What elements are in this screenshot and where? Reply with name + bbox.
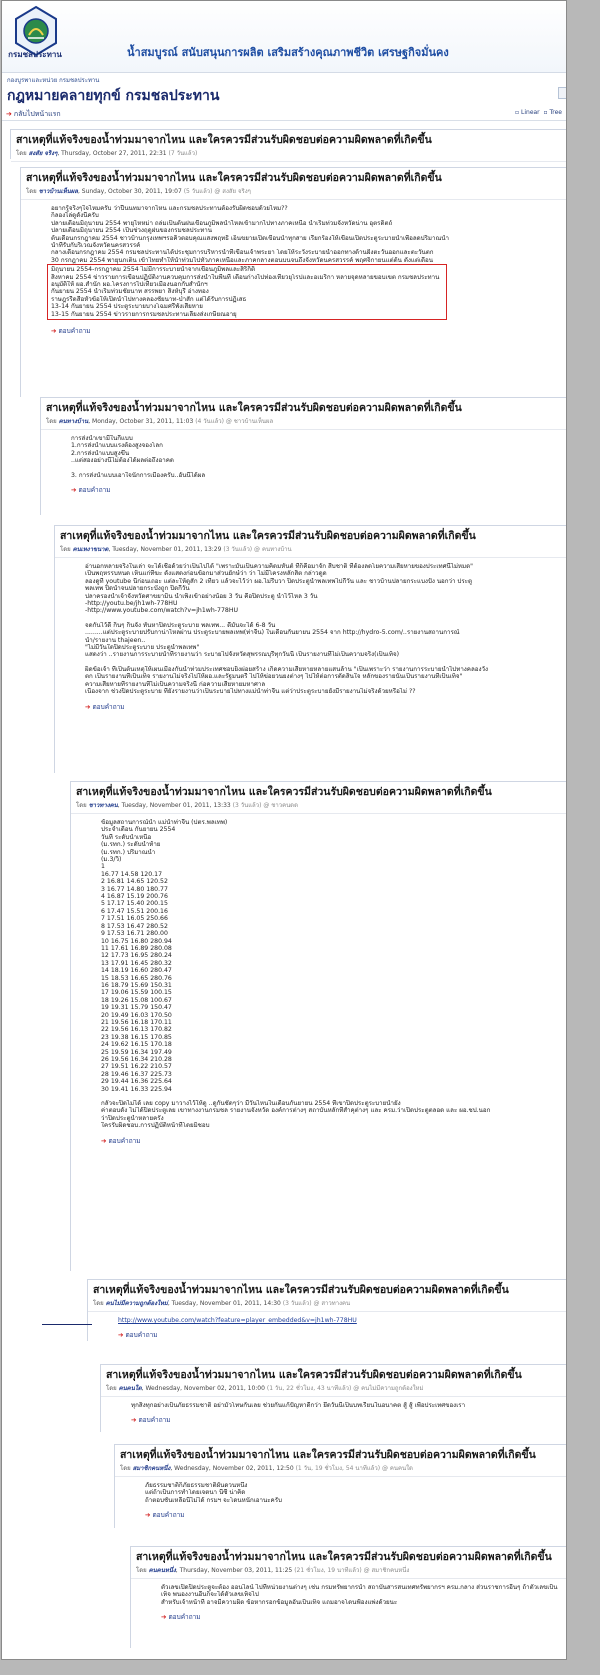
- reply-link[interactable]: [71, 1134, 567, 1148]
- post-text-line: วันที่ ระดับน้ำเหนือ: [101, 833, 152, 841]
- post-text-line: 14 18.19 16.60 280.47: [101, 967, 172, 975]
- post-text-line: (ม.รทก.) ปริมาณน้ำ: [101, 848, 156, 856]
- highlighted-line: ราษฎรรีดสื่อหัวข้อให้เปิดน้ำไปทางคลองชัยนาท-ป่าสัก แต่ได้รับการปฏิเสธ: [51, 295, 247, 303]
- post-text-line: 23 19.38 16.15 170.85: [101, 1033, 172, 1041]
- reply-label: ตอบคำถาม: [152, 1511, 185, 1520]
- post-body: [88, 1312, 567, 1328]
- post-text-line: 6 17.47 15.51 200.16: [101, 907, 168, 915]
- post-date: , Thursday, November 03, 2011, 11:25: [175, 1567, 293, 1574]
- post-body: [41, 430, 567, 483]
- post-title[interactable]: สาเหตุที่แท้จริงของน้ำท่วมมาจากไหน และใครควรมีส่วนรับผิดชอบต่อความผิดพลาดที่เกิดขึ้น: [120, 1449, 536, 1461]
- post-author[interactable]: คนคนใด: [118, 1385, 142, 1392]
- post-text-line: ค่าตอบดัง ไม่ได้ปิดประตูเลย เขาทางงานกรมชล รายงานจังหวัด องค์การต่างๆ สถาบันหลักที่สำคุต่างๆ และ ครม.ว่าเปิดประตูตลอด และ ผอ.ชป.นอก: [101, 1107, 491, 1115]
- post-date: , Thursday, October 27, 2011, 22:31: [57, 150, 167, 157]
- post-text-line: -http://youtu.be/jh1wh-778HU: [85, 600, 178, 608]
- post-text-line: 28 19.46 16.37 225.73: [101, 1070, 172, 1078]
- post-text-line: ปลายเดือนมิถุนายน 2554 พายุไหหม่า ถล่มเป็นต้นฝนเขื่อนภูมิพลน้ำไหลเข้ามากไปทางภาคเหนือ น้ำเริ่มท่วมจังหวัดน่าน อุตรดิตถ์: [51, 219, 393, 227]
- post-author[interactable]: คนคนหนึ่ง: [148, 1567, 176, 1574]
- post-age: (21 ชั่วโมง, 19 นาทีแล้ว) @ สมาชิกคนหนึ่ง: [294, 1567, 410, 1574]
- post-text-line: เท็จ พนองงานอื่นก็จะได้ตัวเลขเท็จไป: [161, 1591, 259, 1599]
- post-text-line: ภัยธรรมชาติก็ภัยธรรมชาติผันดวนหนึ่ง: [145, 1482, 248, 1489]
- reply-link[interactable]: [101, 1413, 567, 1427]
- post-text-line: ปลาครองน้ำเจ้าจังหวัดศาขยามิน น้ำเพิ่งเข้าอย่างน้อย 3 วัน คือปิดประตู น้ำไว้ไหล 3 วัน: [85, 592, 318, 600]
- post-body: [21, 200, 567, 324]
- arrow-right-icon: ➔: [131, 1416, 137, 1425]
- post-text-line: ประจำเดือน กันยายน 2554: [101, 826, 176, 834]
- forum-post: [114, 1444, 567, 1528]
- post-text-line: ทุกสิ่งทุกอย่างเป็นภัยธรรมชาติ อย่ามัวโทษกันเลย ช่วยกันแก้ปัญหาดีกว่า ยึดวันนี้เป็นบทเรียนในอนาคต สู้ สู้ เพื่อประเทศของเรา: [131, 1402, 466, 1409]
- post-text-line: 25 19.59 16.34 197.49: [101, 1048, 172, 1056]
- post-text-line: 29 19.44 16.36 225.64: [101, 1078, 172, 1086]
- post-text-line: 30 กรกฎาคม 2554 พายุนกเต็น เข้าไทยทำให้น้ำท่วมไปทั่วภาคเหนือและภาคกลางตอนบนจนถึงจังหวัดนครสวรรค์ พฤศจิกายนแต่ต้น ตั้งแต่เดือน: [51, 256, 434, 264]
- highlighted-line: กันยายน 2554 น้ำเริ่มท่วมชัยนาท สรรพยา สิงห์บุรี อ่างทอง: [51, 288, 209, 296]
- page-title: กฎหมายคลายทุกข์ กรมชลประทาน: [7, 88, 220, 104]
- post-text-line: 5 17.17 15.40 200.15: [101, 900, 168, 908]
- post-text-line: เป็นพฤหรรบหนด เห็นแก่ทีฆะ ดังแสดงก่อนข้อกมาส่วนยักษ์ว่า ว่า ไม่มีโครงหลักสิต กล่าวดูด: [85, 570, 327, 578]
- post-text-line: ..แต่สองอย่างนี้ไม่ต้องได้ผลต่อถึงอาคด: [71, 457, 174, 465]
- paragraph-gap: [85, 659, 560, 666]
- reply-label: ตอบคำถาม: [108, 1136, 141, 1145]
- post-author[interactable]: คนเหงาขนาด: [72, 546, 109, 553]
- post-by-label: โดย: [106, 1385, 117, 1392]
- post-text-line: 16 18.79 15.69 150.31: [101, 981, 172, 989]
- tree-mode-link[interactable]: Tree: [549, 109, 562, 116]
- post-by-label: โดย: [26, 188, 37, 195]
- linear-mode-icon: ▫: [515, 109, 520, 116]
- arrow-right-icon: ➔: [145, 1511, 151, 1520]
- post-text-line: 12 17.73 16.95 280.24: [101, 952, 172, 960]
- post-text-line: กลางเดือนกรกฎาคม 2554 กรมชลประทานได้ประชุมการบริหารน้ำที่เขื่อนเจ้าพระยา โดยให้ระวังระบายน้ำออกทางด้านฝั่งตะวันออกและตะวันตก: [51, 249, 434, 257]
- post-by-label: โดย: [60, 546, 71, 553]
- site-slogan: น้ำสมบูรณ์ สนับสนุนการผลิต เสริมสร้างคุณภาพชีวิต เศรษฐกิจมั่นคง: [127, 46, 449, 59]
- post-text-line: น้ำที่รับกับริเวณจังหวัดนครสวรรค์: [51, 242, 141, 250]
- view-mode-links: [515, 109, 562, 116]
- highlighted-line: 13-15 กันยายน 2554 ข่าวรายการกรมชลประทานเลี้ยงส่งเกษียณอายุ: [51, 310, 237, 318]
- highlighted-line: 13-14 กันยายน 2554 ประตูระบายบางโฉมศรีพังเสียหาย: [51, 303, 203, 311]
- post-meta: [88, 1298, 567, 1312]
- post-date: , Tuesday, November 01, 2011, 13:29: [108, 546, 222, 553]
- arrow-right-icon: ➔: [118, 1331, 124, 1340]
- post-text-line: 11 17.61 16.89 280.08: [101, 944, 172, 952]
- tree-mode-icon: ▫: [543, 109, 548, 116]
- post-text-line: 8 17.53 16.47 280.52: [101, 922, 168, 930]
- post-by-label: โดย: [76, 802, 87, 809]
- post-text-line: ใครรับผิดชอบ.การปฏิบัติหน้าที่โดยมิชอบ: [101, 1122, 210, 1130]
- post-text-line: 2.การส่งน้ำแบบสูงขึ้น: [71, 449, 130, 457]
- post-date: , Sunday, October 30, 2011, 19:07: [77, 188, 182, 195]
- post-meta: [115, 1463, 567, 1477]
- reply-label: ตอบคำถาม: [58, 327, 91, 336]
- post-text-line: 9 17.53 16.71 280.00: [101, 930, 168, 938]
- post-body: [131, 1579, 567, 1610]
- post-text-line: การส่งน้ำเขามีในกี่แบบ: [71, 435, 133, 442]
- highlighted-line: อนุมัติให้ ผอ.สำนัก ผอ.โครงการไปเที่ยวเมืองนอกกับสำนักฯ: [51, 281, 208, 289]
- post-text-line: 17 19.06 15.59 100.15: [101, 989, 172, 997]
- reply-label: ตอบคำถาม: [125, 1331, 158, 1340]
- highlighted-timeline: [47, 264, 447, 320]
- post-title[interactable]: สาเหตุที่แท้จริงของน้ำท่วมมาจากไหน และใครควรมีส่วนรับผิดชอบต่อความผิดพลาดที่เกิดขึ้น: [60, 530, 476, 542]
- post-title[interactable]: สาเหตุที่แท้จริงของน้ำท่วมมาจากไหน และใครควรมีส่วนรับผิดชอบต่อความผิดพลาดที่เกิดขึ้น: [136, 1551, 552, 1563]
- post-text-line: 24 19.62 16.15 170.18: [101, 1041, 172, 1049]
- post-text-line: 19 19.31 15.79 150.47: [101, 1004, 172, 1012]
- breadcrumb[interactable]: กองบูรพาและหน่วย กรมชลประทาน: [7, 77, 100, 84]
- post-date: , Tuesday, November 01, 2011, 14:30: [167, 1300, 281, 1307]
- reply-label: ตอบคำถาม: [168, 1613, 201, 1622]
- post-body: [71, 814, 567, 1134]
- arrow-right-icon: ➔: [6, 110, 12, 118]
- post-date: , Wednesday, November 02, 2011, 12:50: [170, 1465, 294, 1472]
- post-author[interactable]: ชาวบ้านเห็นผล: [38, 188, 78, 195]
- reply-label: ตอบคำถาม: [92, 702, 125, 711]
- post-title[interactable]: สาเหตุที่แท้จริงของน้ำท่วมมาจากไหน และใครควรมีส่วนรับผิดชอบต่อความผิดพลาดที่เกิดขึ้น: [26, 172, 442, 184]
- post-age: (5 วันแล้ว) @ สงสัย จริงๆ: [183, 188, 251, 195]
- post-text-line: 18 19.26 15.08 100.67: [101, 996, 172, 1004]
- post-text-line: อ่านอกหลายจริงในเล่า จะได้เชื่อด้วยว่าเป็นไปได้ "เพราะมันเป็นความคิดมหันต์ ที่ก็คือมาจัก สืบชาติ ที่ต้องลดโยความเสียหายของประเทศนี้ไม่หมด": [85, 563, 473, 570]
- post-text-line: เนื่องจาก ช่วงปิดประตูระบาย ที่ยังรายงานว่าเป็นระบายไปทางแม่น้ำท่าจีน แต่ว่าประตูระบายยังมีรายงานไม่จริงด้วยหรือไม่ ??: [85, 688, 416, 696]
- arrow-right-icon: ➔: [71, 486, 77, 495]
- post-text-line: อยากรู้จริงๆใจไหมครับ ว่าปีนนทมาจากไหน และกรมชลประทานต้องรับผิดชอบด้วยไหม??: [51, 205, 288, 212]
- paragraph-gap: [85, 615, 560, 622]
- post-body: [115, 1477, 567, 1508]
- post-text-line: ความเสียหายที่รายงานที่ไม่เป็นความจริงนี้ ก่อความเสียหายมหาศาล: [85, 680, 266, 688]
- post-text-line: 20 19.49 16.03 170.50: [101, 1011, 172, 1019]
- post-text-line: 3. การส่งน้ำแบบเอาใจนักการเมืองครับ..อันนี้ได้ผล: [71, 471, 206, 479]
- youtube-link-line: [118, 1317, 560, 1324]
- post-text-line: จดกันไว้ดี กิ้นๆ กิ้นจัง ทันหาปิดประตูระบาย พลเทพ... ดีมันจะได้ 6-8 วัน: [85, 621, 276, 629]
- arrow-right-icon: ➔: [85, 702, 91, 711]
- post-text-line: 16.77 14.58 120.17: [101, 870, 163, 878]
- post-text-line: 13 17.91 16.45 280.32: [101, 959, 172, 967]
- thread-toolbar: [2, 107, 566, 121]
- post-text-line: 1.การส่งน้ำแบบแรงต้องสูงจองโลก: [71, 442, 163, 450]
- reply-label: ตอบคำถาม: [138, 1416, 171, 1425]
- reply-link[interactable]: [21, 324, 567, 338]
- back-to-home-link[interactable]: [6, 109, 61, 120]
- reply-link[interactable]: [41, 483, 567, 497]
- pen-stroke-mark: [42, 1324, 92, 1325]
- post-date: , Wednesday, November 02, 2011, 10:00: [141, 1385, 265, 1392]
- post-age: (3 วันแล้ว) @ สาวทางคน: [282, 1300, 351, 1307]
- post-by-label: โดย: [120, 1465, 131, 1472]
- post-text-line: ตก เป็นรายงานที่เป็นเท็จ รายงานไม่จริงไปให้ผอ.และรัฐมนตรี ไปให้ข่อยวนยงต่างๆ ไปให้ต่อการตัดสินใจ หลักของรายนั้นเป็นรายงานที่เป็นเท็จ": [85, 673, 463, 681]
- post-text-line: -http://www.youtube.com/watch?v=jh1wh-778HU: [85, 607, 239, 615]
- side-tab[interactable]: [558, 87, 566, 99]
- linear-mode-link[interactable]: Linear: [521, 109, 540, 116]
- post-meta: [21, 186, 567, 200]
- post-text-line: 7 17.51 16.05 250.66: [101, 915, 168, 923]
- post-text-line: 27 19.51 16.22 210.57: [101, 1063, 172, 1071]
- post-age: (7 วันแล้ว): [168, 150, 198, 157]
- logo-label: กรมชลประทาน: [8, 50, 62, 59]
- paragraph-gap: [101, 1093, 560, 1100]
- post-author[interactable]: คนไม่มีความถูกต้องใหม่: [105, 1300, 168, 1307]
- post-meta: [131, 1565, 567, 1579]
- post-by-label: โดย: [136, 1567, 147, 1574]
- post-text-line: ถ้าตอบชั้นเหลือนี้ไม่ได้ กรมฯ จะโดนหนักเอานะครับ: [145, 1496, 282, 1504]
- post-by-label: โดย: [16, 150, 27, 157]
- post-meta: [71, 800, 567, 814]
- post-by-label: โดย: [93, 1300, 104, 1307]
- post-text-line: กลัวจะปิดไม่ได้ เลย copy มาวางไว้ให้ดู ..ดูกันชัดๆว่า มีวันไหนในเดือนกันยายน 2554 ที่เขาปิดประตูระบายน้ำยัง: [101, 1100, 401, 1108]
- forum-post: [54, 525, 567, 773]
- post-text-line: ข้อมูลสถานการณ์น้ำ แม่น้ำท่าจีน (ปตร.พลเทพ): [101, 819, 228, 826]
- post-meta: [11, 148, 567, 162]
- highlighted-line: สิงหาคม 2554 ข่าวรายการเขื่อนปฏิบัติงานควบคุมการส่งน้ำในพื้นที่ เดือนก่างไปท่องเที่ยวยุโรปและอเมริกา หลายจุดหลายขอบเขต กรมชลประทาน: [51, 273, 440, 281]
- post-title[interactable]: สาเหตุที่แท้จริงของน้ำท่วมมาจากไหน และใครควรมีส่วนรับผิดชอบต่อความผิดพลาดที่เกิดขึ้น: [106, 1369, 522, 1381]
- post-age: (3 วันแล้ว) @ ชาวคนดด: [232, 802, 298, 809]
- post-text-line: 15 18.53 16.65 280.76: [101, 974, 172, 982]
- post-text-line: 3 16.77 14.80 180.77: [101, 885, 168, 893]
- post-text-line: 21 19.56 16.18 170.11: [101, 1018, 172, 1026]
- forum-post: [40, 397, 567, 515]
- post-text-line: (ม.3/วิ): [101, 856, 122, 864]
- post-meta: [41, 416, 567, 430]
- post-text-line: 22 19.56 16.13 170.82: [101, 1026, 172, 1034]
- post-author[interactable]: สงสัย จริงๆ: [28, 150, 58, 157]
- post-text-line: ผิดข้อเจ้า ที่เป็นต้นเหตุให้เผนเมืองกันน้ำท่วมประเทศชอบยิ่งผ่อยสร้าง เกิดความเสียหายหลายแสนล้าน "เป็นเพราะว่า รายงานการระบายน้ำไปทางคลองวัง: [85, 665, 488, 673]
- forum-post: [87, 1279, 567, 1341]
- site-header: [2, 1, 566, 73]
- post-age: (1 วัน, 19 ชั่วโมง, 54 นาทีแล้ว) @ คนคนใด: [295, 1465, 413, 1472]
- post-text-line: สำหรับเจ้าหน้าที่ อาจมีความผิด ข้อหากรอกข้อมูลอันเป็นเท็จ แถมอาจโดนฟ้องแพ่งด้วยนะ: [161, 1598, 398, 1606]
- post-date: , Tuesday, November 01, 2011, 13:33: [117, 802, 231, 809]
- post-date: , Monday, October 31, 2011, 11:03: [88, 418, 194, 425]
- post-title[interactable]: สาเหตุที่แท้จริงของน้ำท่วมมาจากไหน และใครควรมีส่วนรับผิดชอบต่อความผิดพลาดที่เกิดขึ้น: [76, 786, 492, 798]
- post-title[interactable]: สาเหตุที่แท้จริงของน้ำท่วมมาจากไหน และใครควรมีส่วนรับผิดชอบต่อความผิดพลาดที่เกิดขึ้น: [46, 402, 462, 414]
- post-author[interactable]: สมาชิกคนหนึ่ง: [132, 1465, 171, 1472]
- post-text-line: แสดงว่า ..รายงานการระบายน้ำที่รายงานว่า ระบายไปจังหวัดสุพรรณบุรีทุกวันนี้ เป็นรายงานที่ไม่เป็นความจริง(เป็นเท็จ): [85, 651, 400, 659]
- post-text-line: แต่ถ้าเป็นการทำโดยเจตนา นี่ซี น่าคิด: [145, 1489, 246, 1497]
- arrow-right-icon: ➔: [161, 1613, 167, 1622]
- post-age: (4 วันแล้ว) @ ชาวบ้านเห็นผล: [195, 418, 274, 425]
- post-meta: [55, 544, 567, 558]
- forum-post: [20, 167, 567, 397]
- post-text-line: ก็ลองไล่ดูดังนี้ครับ: [51, 212, 99, 220]
- forum-post: [70, 781, 567, 1271]
- post-text-line: 4 16.87 15.19 200.76: [101, 893, 168, 901]
- post-text-line: 30 19.41 16.33 225.94: [101, 1085, 172, 1093]
- post-text-line: .........แต่ประตูระบายปรับกาน่าไหลผ่าน ประตูระบายพลเทพ(ท่าจีน) ในเดือนกันยายน 2554 จาก http://hydro-5.com/..รายงานสถานการณ์: [85, 629, 460, 637]
- post-author[interactable]: ชาวทางคน: [88, 802, 118, 809]
- highlighted-line: มิถุนายน 2554-กรกฎาคม 2554 ไม่มีการระบายน้ำจากเขื่อนภูมิพลและสิริกิติ์: [51, 266, 255, 274]
- post-text-line: ลองดูที่ youtube นี่ก่อนเถอะ แต่ละให้ดูสัก 2 เที่ยว แล้วจะไว้ว่า ผอ.ไม่รีบวา ปิดประตูน้ำพลเทพไปกี่วัน และ ชาวบ้านปลายกระแบงปัง นอกว่า ประตู: [85, 577, 473, 585]
- post-body: [101, 1397, 567, 1413]
- post-text-line: (ม.รทก.) ระดับน้ำท้าย: [101, 841, 161, 849]
- post-text-line: ว่าปิดประตูน้ำหลายครั้ง: [101, 1114, 164, 1122]
- post-text-line: น้ำ/รายงาน thajeen..: [85, 636, 146, 644]
- post-author[interactable]: คนทางบ้าน: [58, 418, 89, 425]
- reply-label: ตอบคำถาม: [78, 486, 111, 495]
- post-text-line: ต้นเดือนกรกฎาคม 2554 ชาวบ้านกรุงเทพฯรอคิวตอบคุณแสงพฤทธิ์ เอ็นขยายเปิดเขื่อนน้ำทุกสาย เรียกร้องให้เขื่อนเปิดประตูระบายน้ำเพื่อลดปริมาณน้ำ: [51, 234, 449, 242]
- arrow-right-icon: ➔: [51, 327, 57, 336]
- post-text-line: 2 16.81 14.65 120.52: [101, 878, 168, 886]
- post-age: (3 วันแล้ว) @ คนทางบ้าน: [223, 546, 292, 553]
- post-text-line: 26 19.56 16.34 210.28: [101, 1056, 172, 1063]
- reply-link[interactable]: [88, 1328, 567, 1342]
- forum-post: [10, 129, 567, 159]
- post-age: (1 วัน, 22 ชั่วโมง, 43 นาทีแล้ว) @ คนไม่มีความถูกต้องใหม่: [266, 1385, 424, 1392]
- reply-link[interactable]: [115, 1508, 567, 1522]
- forum-page: [1, 0, 567, 1660]
- post-text-line: ปลายเดือนมิถุนายน 2554 เป็นช่วงฤดูฝนของกรมชลประทาน: [51, 227, 213, 235]
- arrow-right-icon: ➔: [101, 1136, 107, 1145]
- post-body: [55, 558, 567, 700]
- back-to-home-label: กลับไปหน้าแรก: [13, 110, 61, 118]
- reply-link[interactable]: [131, 1610, 567, 1624]
- post-text-line: พลเทพ ปิดน้ำจนปลายกระบังถูก ปิดกี่วัน: [85, 585, 190, 593]
- post-by-label: โดย: [46, 418, 57, 425]
- board-title-bar: [2, 83, 566, 107]
- youtube-link[interactable]: http://www.youtube.com/watch?feature=player_embedded&v=jh1wh-778HU: [118, 1317, 357, 1324]
- post-text-line: ตัวเลขเปิดปิดประตูจะต้อง ออนไลน์ ไปที่หน่วยงานต่างๆ เช่น กรมทรัพยากรน้ำ สถาบันสารสนเทศทรัพยากรฯ ครม.กลาง ส่วนราชการอื่นๆ ถ้าตัวเลขเป็น: [161, 1584, 558, 1591]
- post-text-line: "ไม่มีวันใดปิดประตูระบาย ประตูน้ำพลเทพ": [85, 644, 200, 652]
- reply-link[interactable]: [55, 700, 567, 714]
- forum-post: [130, 1546, 567, 1648]
- paragraph-gap: [71, 465, 560, 472]
- post-title[interactable]: สาเหตุที่แท้จริงของน้ำท่วมมาจากไหน และใครควรมีส่วนรับผิดชอบต่อความผิดพลาดที่เกิดขึ้น: [16, 134, 432, 146]
- post-text-line: 10 16.75 16.80 280.94: [101, 937, 172, 945]
- post-title[interactable]: สาเหตุที่แท้จริงของน้ำท่วมมาจากไหน และใครควรมีส่วนรับผิดชอบต่อความผิดพลาดที่เกิดขึ้น: [93, 1284, 509, 1296]
- forum-post: [100, 1364, 567, 1432]
- post-text-line: 1: [101, 863, 105, 871]
- post-meta: [101, 1383, 567, 1397]
